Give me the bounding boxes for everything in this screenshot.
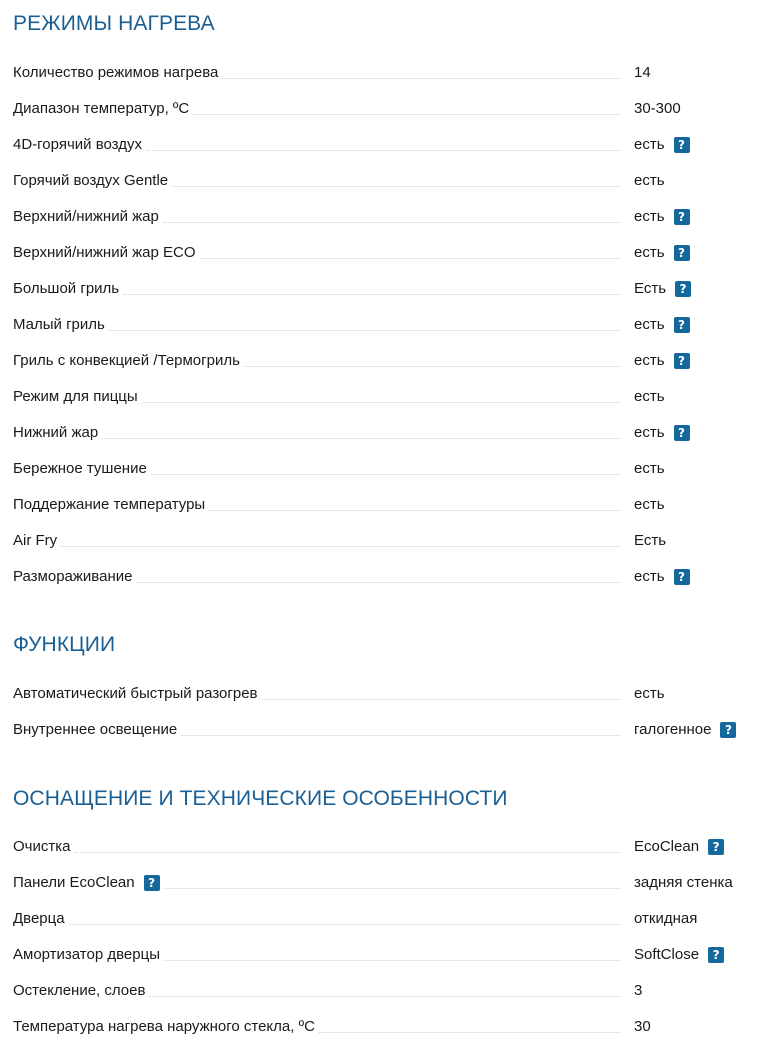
spec-label: Малый гриль [13, 315, 109, 335]
dotted-leader [163, 221, 621, 223]
dotted-leader [319, 1031, 621, 1033]
help-icon[interactable]: ? [708, 947, 724, 963]
dotted-leader [209, 509, 621, 511]
dotted-leader [164, 959, 621, 961]
help-icon[interactable]: ? [675, 281, 691, 297]
spec-label: Большой гриль [13, 279, 123, 299]
section-equipment [13, 786, 753, 1035]
spec-row [13, 171, 753, 191]
spec-value: есть [634, 460, 665, 477]
dotted-leader [222, 77, 621, 79]
spec-label: Автоматический быстрый разогрев [13, 684, 262, 704]
spec-value: Есть [634, 532, 667, 549]
spec-row [13, 63, 753, 83]
spec-label: Количество режимов нагрева [13, 63, 222, 83]
help-icon[interactable]: ? [674, 209, 690, 225]
spec-label: Нижний жар [13, 423, 102, 443]
dotted-leader [193, 113, 621, 115]
spec-value: есть [634, 388, 665, 405]
section-title: РЕЖИМЫ НАГРЕВА [13, 12, 215, 35]
spec-value: есть [634, 136, 665, 153]
dotted-leader [61, 545, 621, 547]
dotted-leader [102, 437, 621, 439]
dotted-leader [200, 257, 621, 259]
spec-value: EcoClean [634, 838, 700, 855]
spec-value: галогенное [634, 721, 712, 738]
spec-label: Горячий воздух Gentle [13, 171, 172, 191]
spec-label: Гриль с конвекцией /Термогриль [13, 351, 244, 371]
section-title: ФУНКЦИИ [13, 633, 116, 656]
spec-label: Air Fry [13, 531, 61, 551]
spec-row [13, 495, 753, 515]
spec-row [13, 873, 753, 893]
spec-label: Температура нагрева наружного стекла, ºС [13, 1017, 319, 1037]
spec-row [13, 315, 753, 335]
dotted-leader [262, 698, 621, 700]
section-functions [13, 632, 753, 738]
spec-row [13, 387, 753, 407]
spec-value: 3 [634, 982, 643, 999]
spec-value: есть [634, 208, 665, 225]
spec-label: Размораживание [13, 567, 136, 587]
spec-value: есть [634, 685, 665, 702]
dotted-leader [149, 995, 621, 997]
help-icon[interactable]: ? [674, 137, 690, 153]
spec-label: Верхний/нижний жар [13, 207, 163, 227]
spec-row [13, 1017, 753, 1037]
help-icon[interactable]: ? [720, 722, 736, 738]
spec-label: Режим для пиццы [13, 387, 142, 407]
spec-row [13, 351, 753, 371]
spec-label: Диапазон температур, ºС [13, 99, 193, 119]
spec-row [13, 720, 753, 740]
dotted-leader [136, 581, 621, 583]
spec-value: 30-300 [634, 100, 681, 117]
dotted-leader [109, 329, 621, 331]
spec-row [13, 837, 753, 857]
spec-row [13, 207, 753, 227]
section-title: ОСНАЩЕНИЕ И ТЕХНИЧЕСКИЕ ОСОБЕННОСТИ [13, 787, 508, 810]
spec-row [13, 459, 753, 479]
spec-value: откидная [634, 910, 698, 927]
spec-row [13, 981, 753, 1001]
spec-row [13, 567, 753, 587]
spec-row [13, 945, 753, 965]
dotted-leader [146, 149, 621, 151]
spec-value: есть [634, 352, 665, 369]
dotted-leader [74, 851, 621, 853]
spec-value: задняя стенка [634, 874, 733, 891]
spec-label: 4D-горячий воздух [13, 135, 146, 155]
spec-label: Панели EcoClean [13, 873, 139, 893]
spec-row [13, 423, 753, 443]
spec-value: есть [634, 316, 665, 333]
help-icon[interactable]: ? [674, 317, 690, 333]
section-heating-modes [13, 11, 753, 585]
help-icon[interactable]: ? [708, 839, 724, 855]
spec-label: Поддержание температуры [13, 495, 209, 515]
help-icon[interactable]: ? [674, 245, 690, 261]
help-icon[interactable]: ? [674, 425, 690, 441]
spec-value: 14 [634, 64, 651, 81]
spec-row [13, 909, 753, 929]
spec-row [13, 243, 753, 263]
spec-value: есть [634, 424, 665, 441]
spec-value: SoftClose [634, 946, 700, 963]
help-icon[interactable]: ? [674, 569, 690, 585]
spec-row [13, 135, 753, 155]
dotted-leader [244, 365, 621, 367]
spec-label: Бережное тушение [13, 459, 151, 479]
spec-value: есть [634, 568, 665, 585]
dotted-leader [151, 473, 621, 475]
spec-value: есть [634, 496, 665, 513]
spec-label: Дверца [13, 909, 69, 929]
spec-label: Остекление, слоев [13, 981, 149, 1001]
dotted-leader [164, 887, 621, 889]
spec-label: Очистка [13, 837, 74, 857]
help-icon[interactable]: ? [144, 875, 160, 891]
dotted-leader [69, 923, 621, 925]
spec-value: есть [634, 172, 665, 189]
spec-row [13, 684, 753, 704]
spec-row [13, 279, 753, 299]
dotted-leader [172, 185, 621, 187]
spec-value: есть [634, 244, 665, 261]
dotted-leader [181, 734, 621, 736]
spec-row [13, 531, 753, 551]
dotted-leader [142, 401, 621, 403]
spec-label: Внутреннее освещение [13, 720, 181, 740]
dotted-leader [123, 293, 621, 295]
help-icon[interactable]: ? [674, 353, 690, 369]
spec-value: 30 [634, 1018, 651, 1035]
spec-row [13, 99, 753, 119]
spec-label: Верхний/нижний жар ECO [13, 243, 200, 263]
spec-value: Есть [634, 280, 667, 297]
spec-label: Амортизатор дверцы [13, 945, 164, 965]
